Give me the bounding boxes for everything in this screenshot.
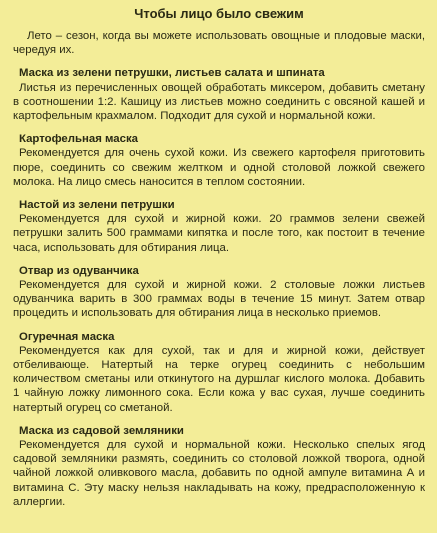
section-cucumber-mask [13,330,425,415]
section-text: Рекомендуется для сухой и жирной кожи. 20 граммов зелени свежей петрушки залить 500 граммами кипятка и после того, как постоит в течение часа, использовать для обтирания лица. [13,213,425,254]
section-text: Рекомендуется для очень сухой кожи. Из свежего картофеля приготовить пюре, соединить со свежим желтком и одной столовой ложкой свежего молока. На лицо смесь наносится в теплом состоянии. [13,147,425,188]
intro-paragraph: Лето – сезон, когда вы можете использовать овощные и плодовые маски, чередуя их. [13,30,425,57]
section-potato-mask [13,132,425,189]
section-text: Рекомендуется для сухой и нормальной кожи. Несколько спелых ягод садовой земляники размять, соединить со столовой ложкой творога, одной чайной ложкой оливкового масла, добавить по одной ампуле витамина А и витамина С. Эту маску нельзя накладывать на кожу, предрасположенную к аллергии. [13,439,425,508]
section-heading: Настой из зелени петрушки [19,199,175,212]
section-text: Рекомендуется как для сухой, так и для и жирной кожи, действует отбеливающе. Натертый на терке огурец соединить с небольшим количеством сметаны или откинутого на дуршлаг кислого молока. Добавить 1 чайную ложку лимонного сока. Если кожа у вас сухая, лучше соединить натертый огурец со сметаной. [13,344,425,414]
section-parsley-infusion [13,198,425,255]
section-dandelion-decoction [13,264,425,321]
section-heading: Отвар из одуванчика [19,264,139,277]
section-parsley-lettuce-spinach-mask [13,66,425,123]
section-text: Листья из перечисленных овощей обработать миксером, добавить сметану в соотношении 1:2. Кашицу из листьев можно соединить с овсяной кашей и картофельным крахмалом. Подходит для сухой и нормальной кожи. [13,81,425,123]
section-heading: Огуречная маска [19,330,115,343]
section-heading: Маска из зелени петрушки, листьев салата и шпината [19,67,325,80]
section-heading: Маска из садовой земляники [19,424,184,437]
section-strawberry-mask [13,424,425,509]
section-heading: Картофельная маска [19,133,139,146]
section-text: Рекомендуется для сухой и жирной кожи. 2 столовые ложки листьев одуванчика варить в 300 граммах воды в течение 15 минут. Затем отвар процедить и использовать для обтирания лица в несколько приемов. [13,279,425,320]
page-title: Чтобы лицо было свежим [134,6,304,21]
